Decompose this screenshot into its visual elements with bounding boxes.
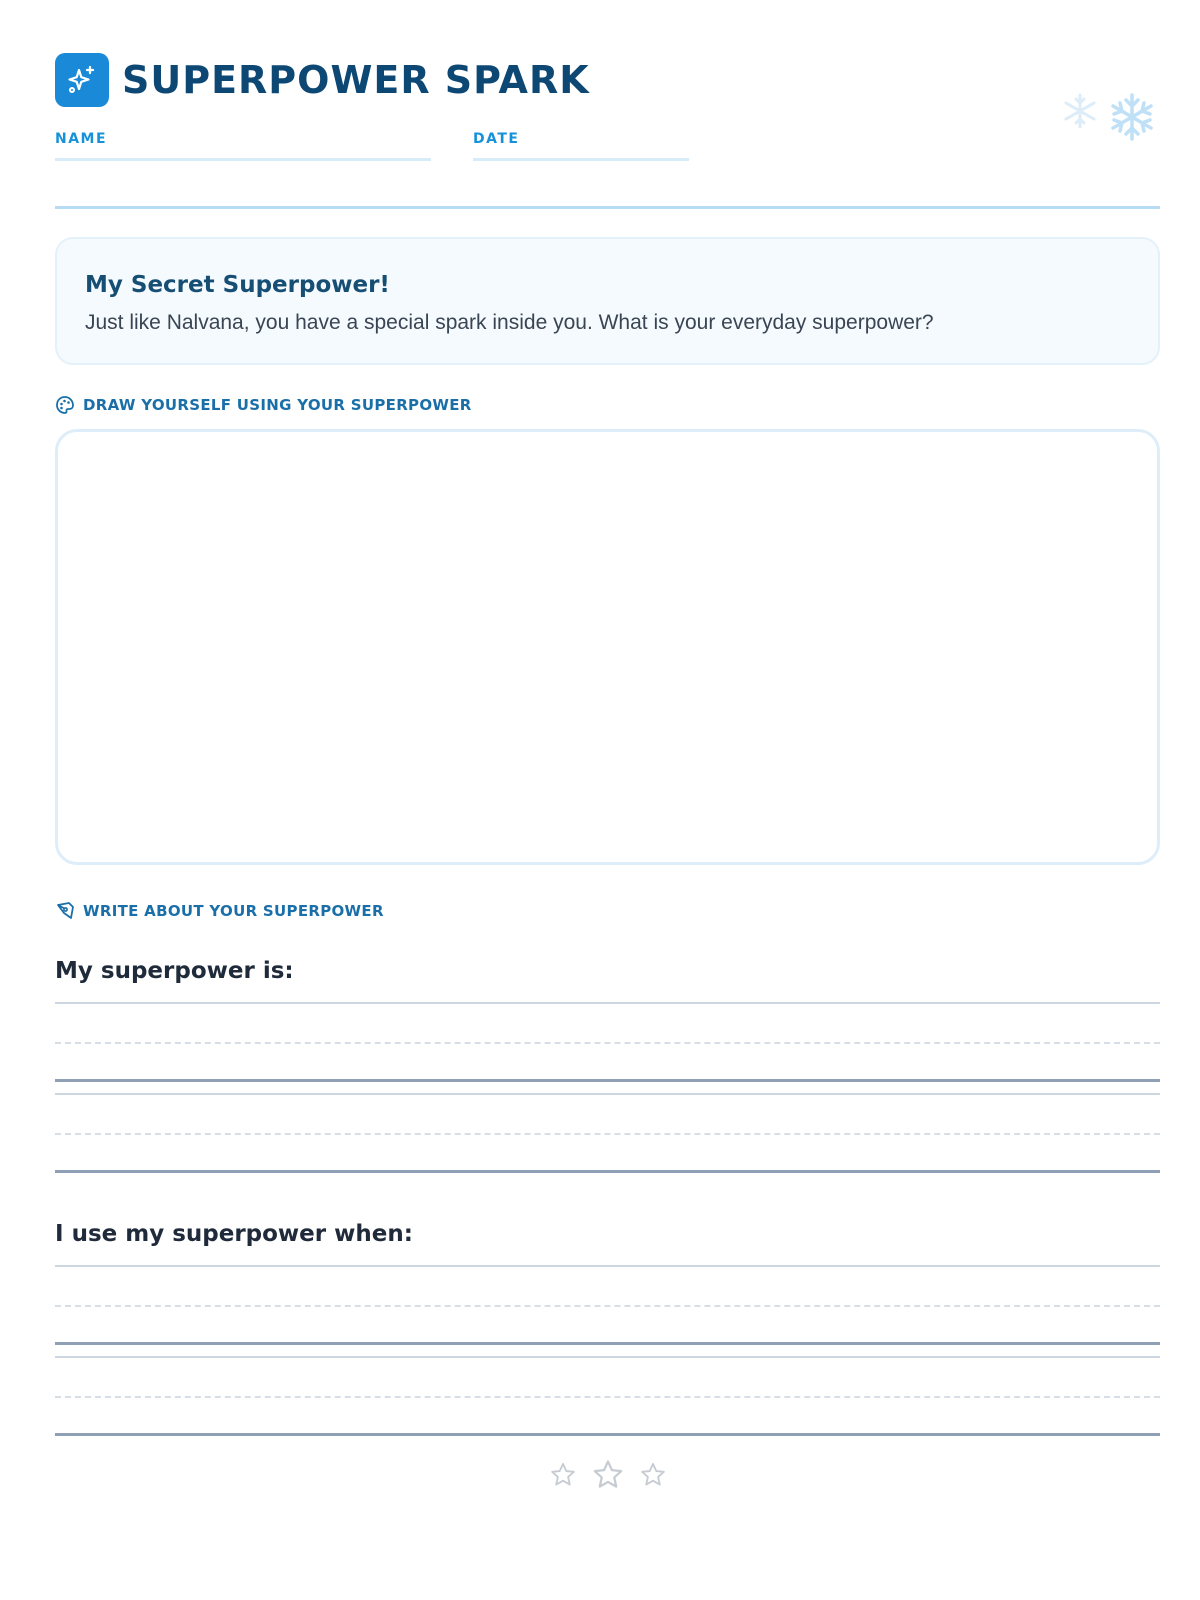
snowflake-icon bbox=[1060, 91, 1160, 147]
date-input-line[interactable] bbox=[473, 158, 689, 161]
worksheet-page bbox=[55, 0, 1160, 1600]
write-section-header bbox=[55, 899, 384, 923]
star-outline-icon bbox=[639, 1461, 667, 1489]
prompt-use-superpower-when: I use my superpower when: bbox=[55, 1221, 413, 1247]
callout-title: My Secret Superpower! bbox=[85, 272, 390, 298]
date-field bbox=[473, 131, 519, 147]
palette-icon bbox=[55, 395, 75, 415]
pen-nib-icon bbox=[55, 901, 75, 921]
date-label: DATE bbox=[473, 131, 520, 147]
write-section-label: WRITE ABOUT YOUR SUPERPOWER bbox=[83, 902, 384, 920]
callout-text: Just like Nalvana, you have a special spark inside you. What is your everyday superpower? bbox=[85, 311, 934, 334]
writing-line-mid bbox=[55, 1042, 1160, 1044]
writing-line-top bbox=[55, 1356, 1160, 1358]
drawing-box[interactable] bbox=[55, 429, 1160, 865]
writing-line-base[interactable] bbox=[55, 1170, 1160, 1173]
draw-section-label: DRAW YOURSELF USING YOUR SUPERPOWER bbox=[83, 396, 472, 414]
name-input-line[interactable] bbox=[55, 158, 431, 161]
name-label: NAME bbox=[55, 131, 108, 147]
sparkle-icon bbox=[55, 53, 109, 107]
draw-section-header bbox=[55, 393, 472, 417]
writing-line-mid bbox=[55, 1396, 1160, 1398]
worksheet-title: SUPERPOWER SPARK bbox=[122, 58, 590, 102]
prompt-superpower-is: My superpower is: bbox=[55, 958, 294, 984]
worksheet-header bbox=[55, 53, 1160, 209]
star-outline-icon bbox=[591, 1458, 625, 1492]
writing-line-mid bbox=[55, 1305, 1160, 1307]
writing-line-base[interactable] bbox=[55, 1433, 1160, 1436]
writing-line-top bbox=[55, 1002, 1160, 1004]
snowflake-decoration bbox=[1060, 91, 1160, 147]
star-outline-icon bbox=[549, 1461, 577, 1489]
name-field bbox=[55, 131, 107, 147]
writing-line-base[interactable] bbox=[55, 1342, 1160, 1345]
writing-line-top bbox=[55, 1093, 1160, 1095]
writing-line-top bbox=[55, 1265, 1160, 1267]
writing-line-mid bbox=[55, 1133, 1160, 1135]
header-divider bbox=[55, 206, 1160, 209]
writing-line-base[interactable] bbox=[55, 1079, 1160, 1082]
intro-callout bbox=[55, 237, 1160, 365]
star-rating bbox=[55, 1455, 1160, 1495]
